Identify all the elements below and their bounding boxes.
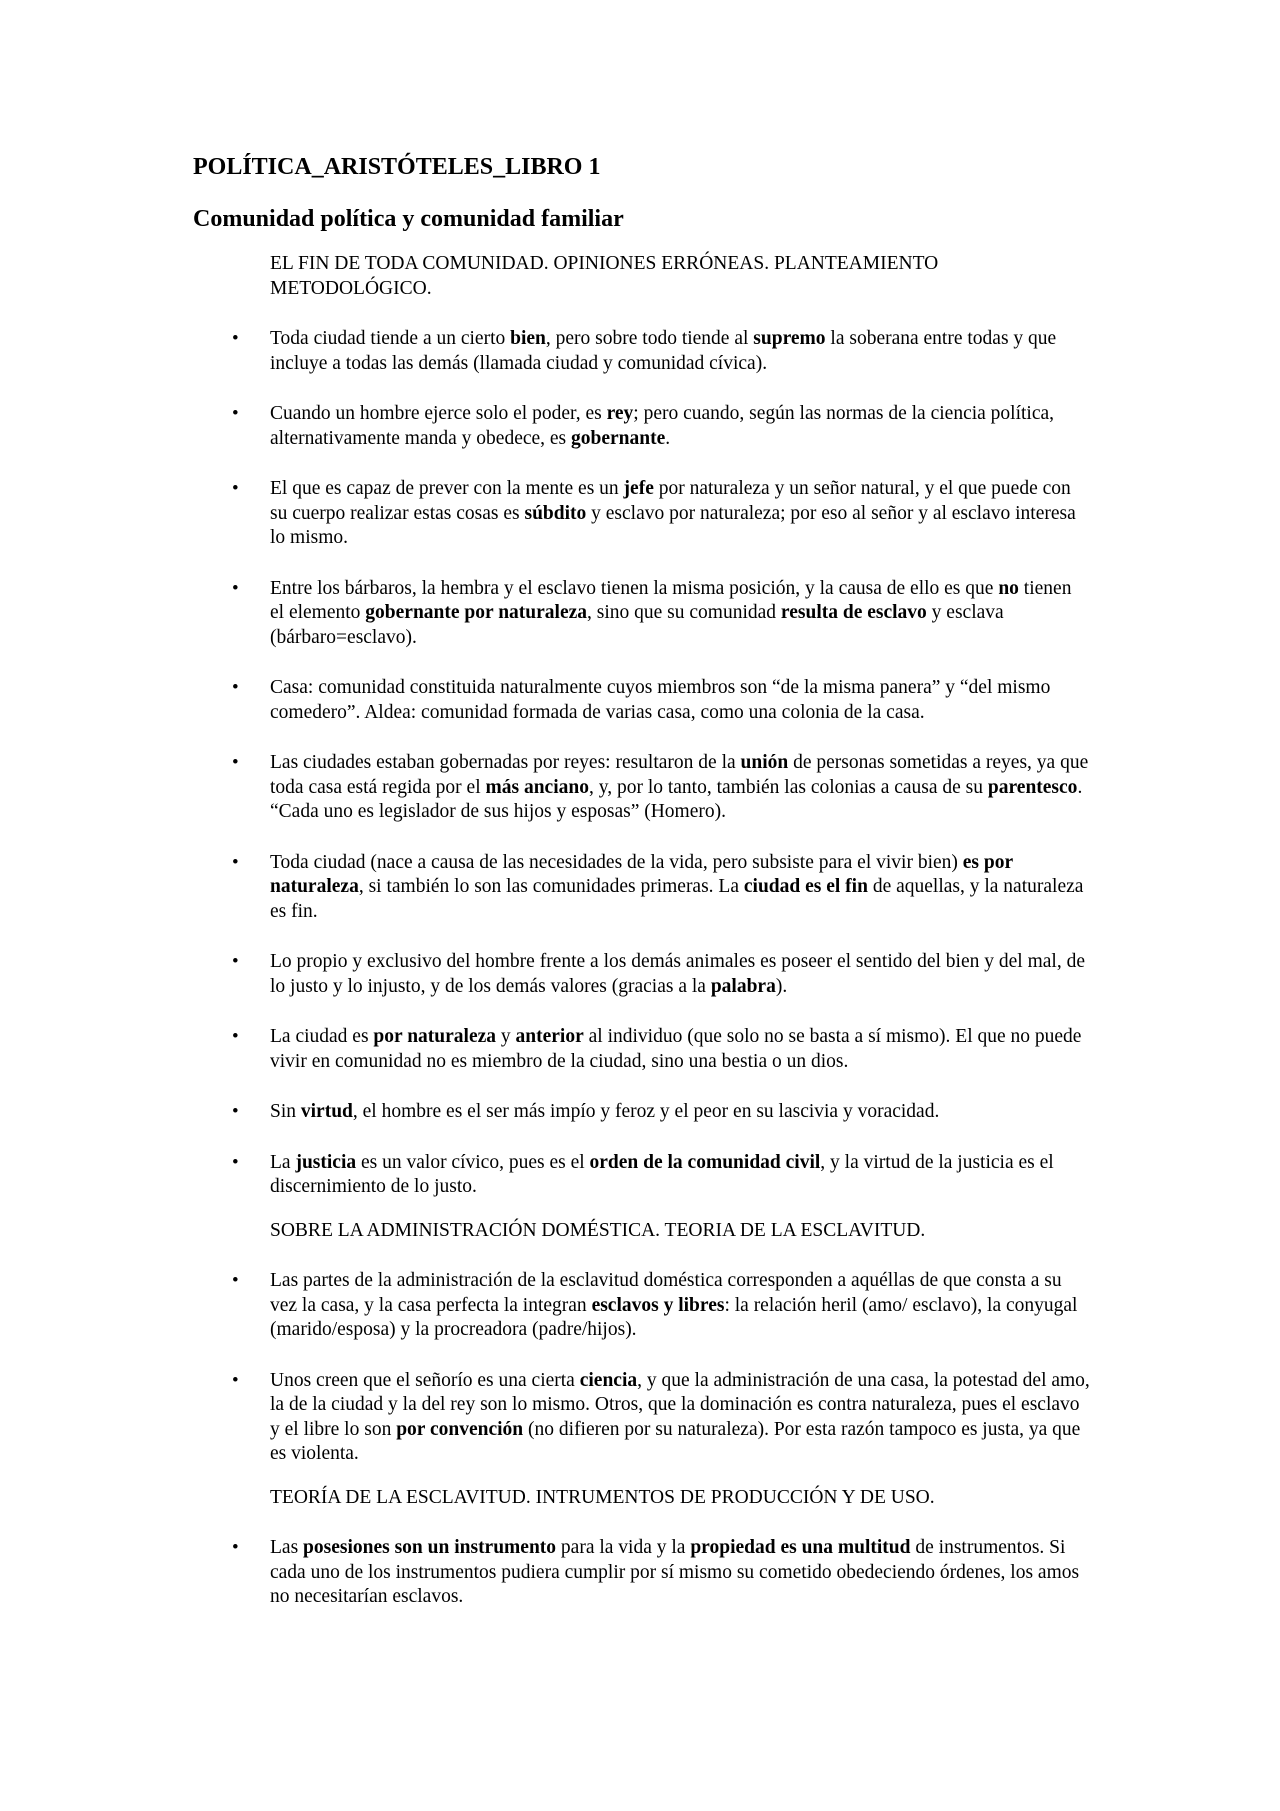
emphasis-text: anterior — [515, 1026, 584, 1047]
emphasis-text: gobernante por naturaleza — [365, 602, 588, 623]
document-title: POLÍTICA_ARISTÓTELES_LIBRO 1 — [193, 154, 601, 180]
emphasis-text: no — [998, 577, 1019, 599]
list-item: • Unos creen que el señorío es una cierta ciencia, y que la administración de una casa, la potestad del amo, la de la ciudad y la del rey son lo mismo. Otros, que la dominación es contra naturaleza, pues el esclavo y el libre lo son por convención (no difieren por su naturaleza). Por esta razón tampoco es justa, ya que es violenta. — [232, 1369, 1090, 1464]
bullet-icon: • — [232, 1101, 239, 1122]
bullet-icon: • — [232, 851, 239, 873]
section-heading: SOBRE LA ADMINISTRACIÓN DOMÉSTICA. TEORIA DE LA ESCLAVITUD. — [270, 1219, 926, 1241]
list-item: • Las partes de la administración de la esclavitud doméstica corresponden a aquéllas de que consta a su vez la casa, y la casa perfecta la integran esclavos y libres: la relación heril (amo/ esclavo), la conyugal (marido/esposa) y la procreadora (padre/hijos). — [232, 1270, 1078, 1340]
list-item: • Toda ciudad (nace a causa de las necesidades de la vida, pero subsiste para el vivir bien) es por naturaleza, si también lo son las comunidades primeras. La ciudad es el fin de aquellas, y la naturaleza es fin. — [232, 851, 1084, 922]
bullet-icon: • — [232, 478, 239, 499]
list-item: • Casa: comunidad constituida naturalmente cuyos miembros son “de la misma panera” y “del mismo comedero”. Aldea: comunidad formada de varias casa, como una colonia de la casa. — [232, 677, 1051, 723]
bullet-icon: • — [232, 1270, 239, 1291]
section-heading: EL FIN DE TODA COMUNIDAD. OPINIONES ERRÓNEAS. PLANTEAMIENTO METODOLÓGICO. — [270, 253, 939, 299]
emphasis-text: virtud — [300, 1101, 353, 1122]
bullet-icon: • — [232, 951, 239, 972]
list-item: • Cuando un hombre ejerce solo el poder, es rey; pero cuando, según las normas de la ciencia política, alternativamente manda y obedece, es gobernante. — [232, 403, 1055, 449]
list-item: • Sin virtud, el hombre es el ser más impío y feroz y el peor en su lascivia y voracidad. — [270, 1100, 1090, 1125]
emphasis-text: propiedad es una multitud — [690, 1537, 911, 1558]
emphasis-text: orden de la comunidad civil — [589, 1151, 821, 1173]
list-item: • Las ciudades estaban gobernadas por reyes: resultaron de la unión de personas sometidas a reyes, ya que toda casa está regida por el más anciano, y, por lo tanto, también las colonias a causa de su parentesco. “Cada uno es legislador de sus hijos y esposas” (Homero). — [232, 752, 1089, 822]
emphasis-text: por convención — [396, 1418, 524, 1440]
bullet-icon: • — [232, 752, 239, 773]
bullet-icon: • — [232, 1537, 239, 1558]
emphasis-text: esclavos y libres — [591, 1294, 725, 1316]
emphasis-text: por naturaleza — [373, 1026, 497, 1047]
emphasis-text: ciencia — [579, 1369, 638, 1391]
list-item: • Las posesiones son un instrumento para la vida y la propiedad es una multitud de instrumentos. Si cada uno de los instrumentos pudiera cumplir por sí mismo su cometido obedeciendo órdenes, los amos no necesitarían esclavos. — [232, 1537, 1080, 1607]
bullet-icon: • — [232, 677, 239, 698]
emphasis-text: bien — [510, 328, 546, 349]
bullet-icon: • — [232, 1026, 239, 1047]
emphasis-text: justicia — [295, 1151, 357, 1173]
emphasis-text: parentesco — [987, 776, 1078, 798]
emphasis-text: más anciano — [485, 776, 589, 798]
emphasis-text: es por naturaleza — [270, 851, 1013, 897]
list-item: • Toda ciudad tiende a un cierto bien, pero sobre todo tiende al supremo la soberana entre todas y que incluye a todas las demás (llamada ciudad y comunidad cívica). — [232, 328, 1057, 374]
emphasis-text: ciudad es el fin — [743, 876, 868, 897]
list-item: • La ciudad es por naturaleza y anterior al individuo (que solo no se basta a sí mismo). El que no puede vivir en comunidad no es miembro de la ciudad, sino una bestia o un dios. — [232, 1026, 1082, 1072]
document-subtitle: Comunidad política y comunidad familiar — [193, 206, 624, 232]
emphasis-text: palabra — [710, 975, 776, 997]
emphasis-text: unión — [740, 752, 789, 773]
bullet-icon: • — [232, 328, 239, 349]
list-item: • El que es capaz de prever con la mente es un jefe por naturaleza y un señor natural, y el que puede con su cuerpo realizar estas cosas es súbdito y esclavo por naturaleza; por eso al señor y al esclavo interesa lo mismo. — [232, 478, 1076, 548]
document-body — [232, 252, 1090, 1636]
list-item: • Lo propio y exclusivo del hombre frente a los demás animales es poseer el sentido del bien y del mal, de lo justo y lo injusto, y de los demás valores (gracias a la palabra). — [232, 951, 1085, 997]
bullet-icon: • — [232, 403, 239, 424]
emphasis-text: supremo — [753, 328, 826, 349]
emphasis-text: rey — [606, 403, 634, 424]
bullet-icon: • — [232, 1151, 239, 1173]
bullet-icon: • — [232, 1369, 239, 1391]
emphasis-text: jefe — [623, 478, 654, 499]
emphasis-text: posesiones son un instrumento — [303, 1537, 557, 1558]
emphasis-text: gobernante — [571, 427, 666, 449]
emphasis-text: súbdito — [524, 502, 587, 524]
emphasis-text: resulta de esclavo — [780, 602, 927, 623]
bullet-icon: • — [232, 577, 239, 599]
list-item: • La justicia es un valor cívico, pues es el orden de la comunidad civil, y la virtud de la justicia es el discernimiento de lo justo. — [232, 1151, 1054, 1197]
list-item: • Entre los bárbaros, la hembra y el esclavo tienen la misma posición, y la causa de ello es que no tienen el elemento gobernante por naturaleza, sino que su comunidad resulta de esclavo y esclava (bárbaro=esclavo). — [232, 577, 1072, 648]
section-heading: TEORÍA DE LA ESCLAVITUD. INTRUMENTOS DE PRODUCCIÓN Y DE USO. — [270, 1486, 935, 1508]
